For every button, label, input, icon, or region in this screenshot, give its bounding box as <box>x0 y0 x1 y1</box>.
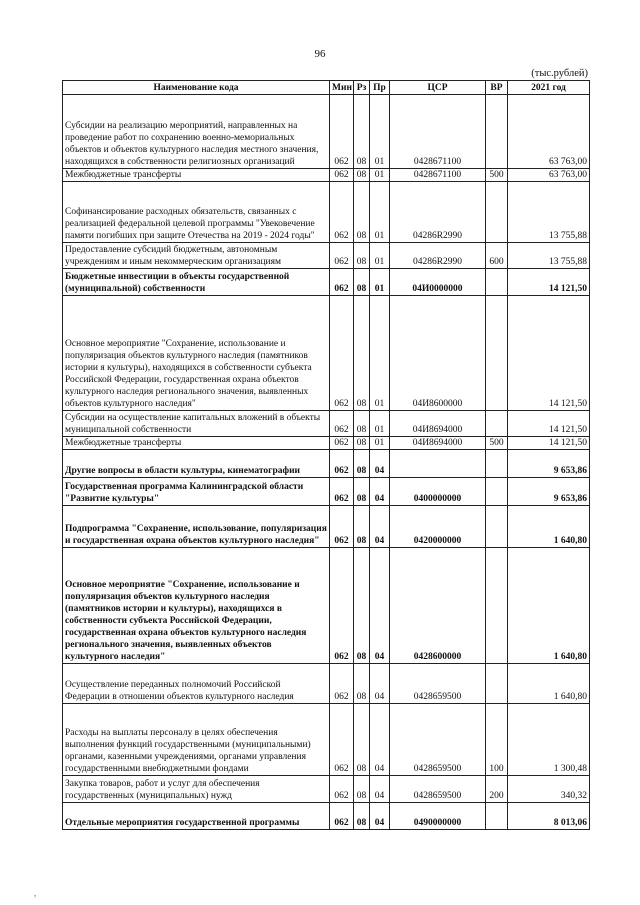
row-vr <box>486 506 508 548</box>
row-vr: 100 <box>486 704 508 776</box>
table-row <box>63 548 590 664</box>
table-row <box>63 450 590 478</box>
table-row <box>63 506 590 548</box>
header-vr: ВР <box>486 81 508 95</box>
row-vr <box>486 548 508 664</box>
unit-note: (тыс.рублей) <box>531 68 588 79</box>
table-header-row <box>63 81 590 95</box>
row-rz: 08 <box>354 411 370 437</box>
row-amount: 13 755,88 <box>508 243 590 269</box>
row-amount: 1 640,80 <box>508 506 590 548</box>
table-row <box>63 243 590 269</box>
row-vr <box>486 803 508 830</box>
row-pr: 01 <box>370 269 390 296</box>
row-pr: 01 <box>370 437 390 450</box>
row-name: Межбюджетные трансферты <box>63 169 330 182</box>
header-csr: ЦСР <box>390 81 486 95</box>
row-name: Предоставление субсидий бюджетным, автономным учреждениям и иным некоммерческим организациям <box>63 243 330 269</box>
row-pr: 04 <box>370 478 390 506</box>
row-name: Государственная программа Калининградской области "Развитие культуры" <box>63 478 330 506</box>
row-min: 062 <box>330 411 354 437</box>
row-csr: 0420000000 <box>390 506 486 548</box>
table-row <box>63 269 590 296</box>
row-rz: 08 <box>354 243 370 269</box>
row-min: 062 <box>330 182 354 243</box>
row-amount: 14 121,50 <box>508 437 590 450</box>
row-min: 062 <box>330 506 354 548</box>
row-rz: 08 <box>354 704 370 776</box>
row-vr <box>486 95 508 169</box>
header-min: Мин <box>330 81 354 95</box>
row-amount: 14 121,50 <box>508 296 590 411</box>
row-name: Субсидии на реализацию мероприятий, направленных на проведение работ по сохранению военно-мемориальных объектов и объектов культурного наследия местного значения, находящихся в собственности религиозных организаций <box>63 95 330 169</box>
row-name: Осуществление переданных полномочий Российской Федерации в отношении объектов культурного наследия <box>63 664 330 704</box>
row-vr <box>486 664 508 704</box>
row-min: 062 <box>330 169 354 182</box>
row-min: 062 <box>330 664 354 704</box>
row-csr: 0428671100 <box>390 95 486 169</box>
row-amount: 1 300,48 <box>508 704 590 776</box>
row-rz: 08 <box>354 478 370 506</box>
row-csr: 0490000000 <box>390 803 486 830</box>
row-amount: 63 763,00 <box>508 169 590 182</box>
scan-mark: , <box>34 888 37 898</box>
row-csr: 04И8600000 <box>390 296 486 411</box>
row-vr <box>486 182 508 243</box>
row-pr: 01 <box>370 169 390 182</box>
table-row <box>63 95 590 169</box>
row-rz: 08 <box>354 506 370 548</box>
row-pr: 01 <box>370 411 390 437</box>
header-pr: Пр <box>370 81 390 95</box>
table-row <box>63 478 590 506</box>
row-name: Основное мероприятие "Сохранение, использование и популяризация объектов культурного наследия (памятников истории я культуры), находящихся в собственности субъекта Российской Федерации, государственная охрана объектов культурного наследия регионального значения, выявленных объектов культурного наследия" <box>63 296 330 411</box>
row-rz: 08 <box>354 437 370 450</box>
row-pr: 01 <box>370 182 390 243</box>
row-min: 062 <box>330 776 354 803</box>
budget-table <box>62 80 590 830</box>
row-csr: 04И8694000 <box>390 437 486 450</box>
row-amount: 14 121,50 <box>508 411 590 437</box>
row-csr: 0428659500 <box>390 664 486 704</box>
row-csr: 04И8694000 <box>390 411 486 437</box>
row-vr <box>486 296 508 411</box>
row-min: 062 <box>330 450 354 478</box>
table-row <box>63 704 590 776</box>
row-rz: 08 <box>354 450 370 478</box>
row-rz: 08 <box>354 548 370 664</box>
row-rz: 08 <box>354 182 370 243</box>
row-pr: 04 <box>370 506 390 548</box>
row-pr: 04 <box>370 776 390 803</box>
row-amount: 14 121,50 <box>508 269 590 296</box>
row-pr: 01 <box>370 243 390 269</box>
row-name: Отдельные мероприятия государственной программы <box>63 803 330 830</box>
row-amount: 1 640,80 <box>508 548 590 664</box>
row-csr: 0428600000 <box>390 548 486 664</box>
header-year: 2021 год <box>508 81 590 95</box>
row-min: 062 <box>330 803 354 830</box>
row-csr: 04И0000000 <box>390 269 486 296</box>
row-vr <box>486 269 508 296</box>
row-name: Подпрограмма "Сохранение, использование, популяризация и государственная охрана объектов культурного наследия" <box>63 506 330 548</box>
row-vr: 600 <box>486 243 508 269</box>
table-row <box>63 776 590 803</box>
row-name: Закупка товаров, работ и услуг для обеспечения государственных (муниципальных) нужд <box>63 776 330 803</box>
row-vr <box>486 478 508 506</box>
table-row <box>63 664 590 704</box>
row-vr <box>486 450 508 478</box>
page-number: 96 <box>314 48 326 60</box>
row-min: 062 <box>330 437 354 450</box>
row-pr: 01 <box>370 296 390 411</box>
row-pr: 04 <box>370 450 390 478</box>
table-row <box>63 437 590 450</box>
row-name: Субсидии на осуществление капитальных вложений в объекты муниципальной собственности <box>63 411 330 437</box>
row-amount: 63 763,00 <box>508 95 590 169</box>
row-rz: 08 <box>354 803 370 830</box>
row-name: Расходы на выплаты персоналу в целях обеспечения выполнения функций государственными (муниципальными) органами, казенными учреждениями, органами управления государственными внебюджетными фондами <box>63 704 330 776</box>
row-rz: 08 <box>354 296 370 411</box>
row-rz: 08 <box>354 664 370 704</box>
row-amount: 13 755,88 <box>508 182 590 243</box>
row-csr <box>390 450 486 478</box>
row-amount: 340,32 <box>508 776 590 803</box>
row-rz: 08 <box>354 95 370 169</box>
row-csr: 0400000000 <box>390 478 486 506</box>
row-amount: 9 653,86 <box>508 450 590 478</box>
row-name: Другие вопросы в области культуры, кинематографии <box>63 450 330 478</box>
table-row <box>63 803 590 830</box>
row-csr: 0428659500 <box>390 704 486 776</box>
row-pr: 01 <box>370 95 390 169</box>
row-min: 062 <box>330 704 354 776</box>
row-rz: 08 <box>354 169 370 182</box>
row-pr: 04 <box>370 664 390 704</box>
row-vr: 500 <box>486 169 508 182</box>
row-amount: 9 653,86 <box>508 478 590 506</box>
row-csr: 0428671100 <box>390 169 486 182</box>
row-min: 062 <box>330 548 354 664</box>
row-csr: 04286R2990 <box>390 182 486 243</box>
row-min: 062 <box>330 243 354 269</box>
row-min: 062 <box>330 478 354 506</box>
table-row <box>63 182 590 243</box>
row-pr: 04 <box>370 548 390 664</box>
row-vr: 500 <box>486 437 508 450</box>
row-amount: 8 013,06 <box>508 803 590 830</box>
header-rz: Рз <box>354 81 370 95</box>
table-row <box>63 169 590 182</box>
row-min: 062 <box>330 95 354 169</box>
row-min: 062 <box>330 269 354 296</box>
row-name: Межбюджетные трансферты <box>63 437 330 450</box>
row-amount: 1 640,80 <box>508 664 590 704</box>
row-csr: 0428659500 <box>390 776 486 803</box>
row-pr: 04 <box>370 704 390 776</box>
table-row <box>63 411 590 437</box>
row-vr <box>486 411 508 437</box>
table-row <box>63 296 590 411</box>
header-name: Наименование кода <box>63 81 330 95</box>
row-vr: 200 <box>486 776 508 803</box>
row-name: Софинансирование расходных обязательств, связанных с реализацией федеральной целевой программы "Увековечение памяти погибших при защите Отечества на 2019 - 2024 годы" <box>63 182 330 243</box>
row-pr: 04 <box>370 803 390 830</box>
row-rz: 08 <box>354 776 370 803</box>
row-csr: 04286R2990 <box>390 243 486 269</box>
row-name: Основное мероприятие "Сохранение, использование и популяризация объектов культурного наследия (памятников истории и культуры), находящихся в собственности субъекта Российской Федерации, государственная охрана объектов культурного наследия регионального значения, выявленных объектов культурного наследия" <box>63 548 330 664</box>
row-name: Бюджетные инвестиции в объекты государственной (муниципальной) собственности <box>63 269 330 296</box>
row-min: 062 <box>330 296 354 411</box>
row-rz: 08 <box>354 269 370 296</box>
